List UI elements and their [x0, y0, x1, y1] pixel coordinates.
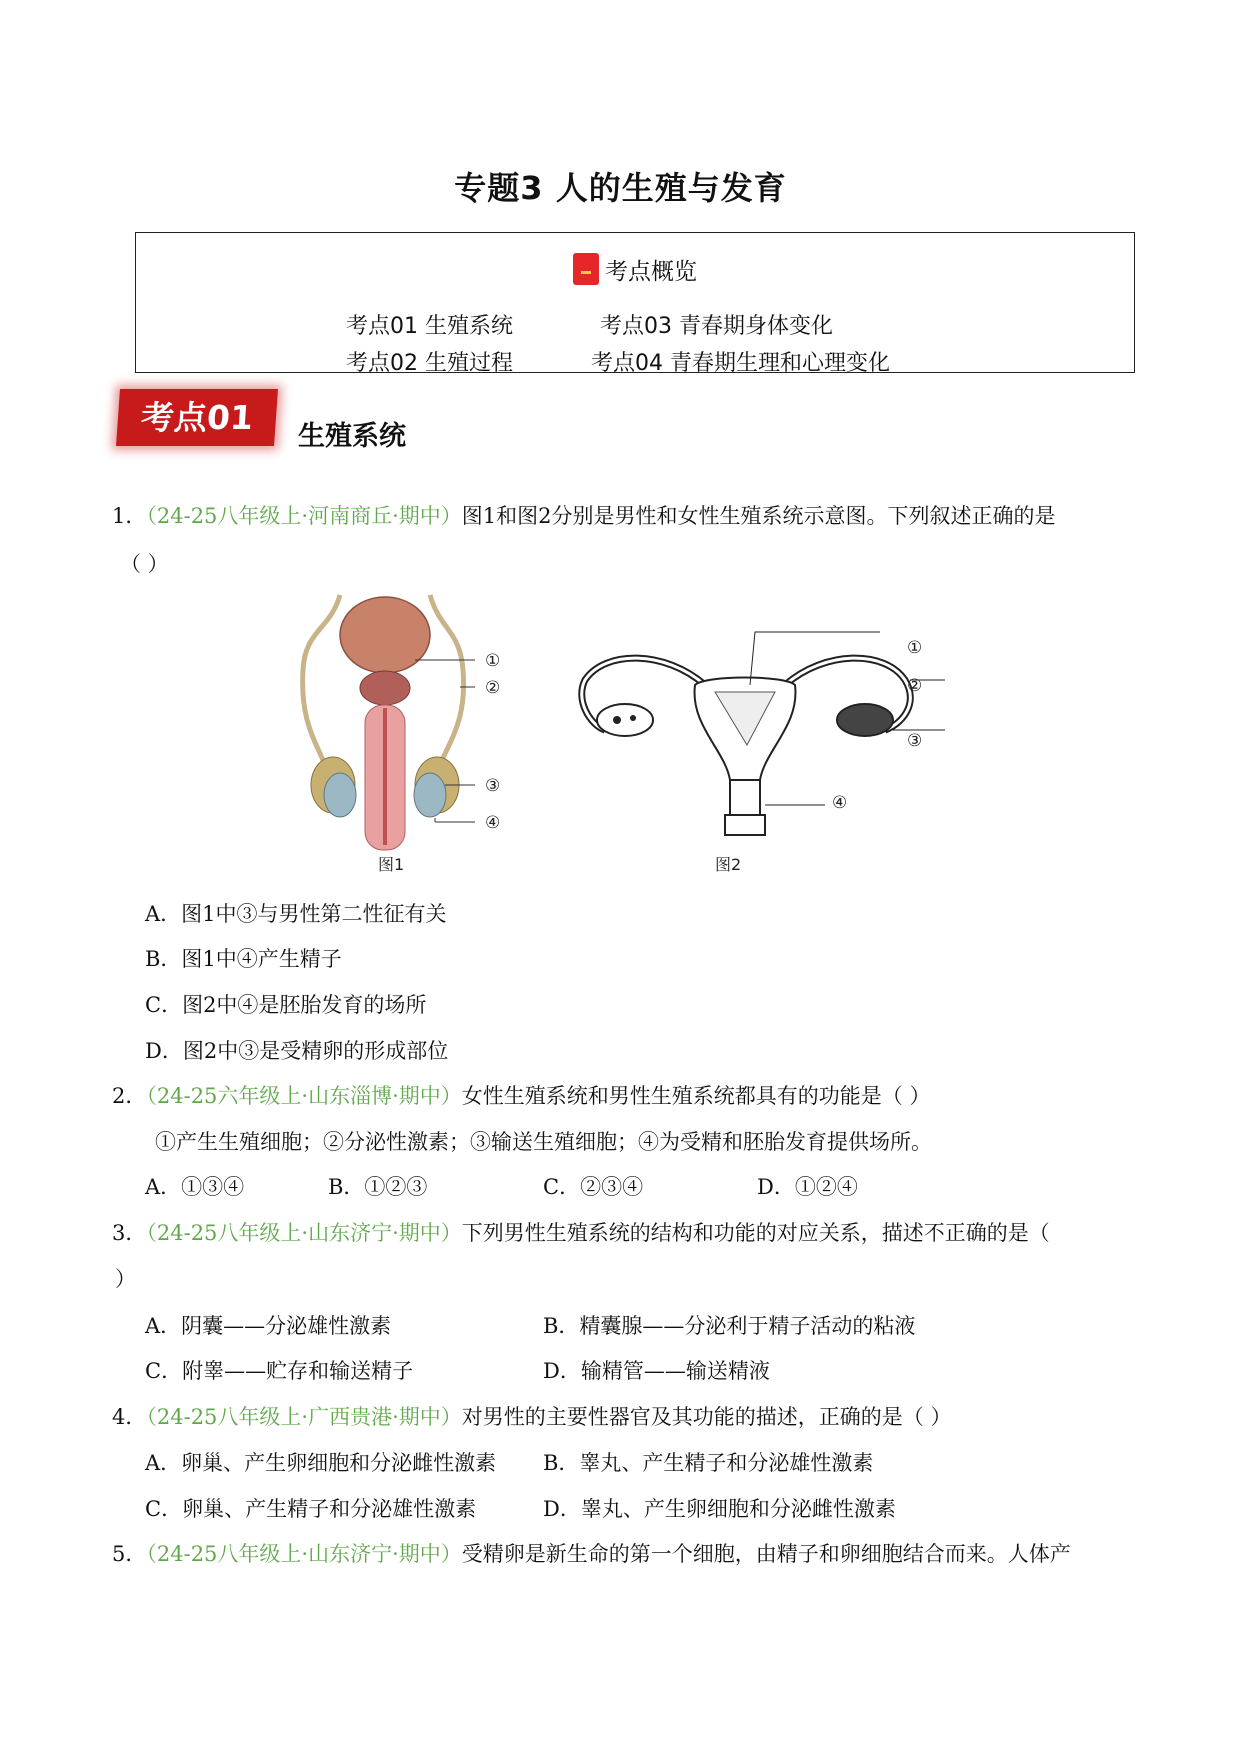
figure-1-caption: 图1: [378, 855, 405, 874]
figure-2-marker: ②: [907, 676, 923, 696]
overview-item: 考点04 青春期生理和心理变化: [591, 351, 890, 376]
question-number: 2．: [112, 1084, 147, 1108]
option: D．图2中③是受精卵的形成部位: [145, 1039, 449, 1063]
option: B．睾丸、产生精子和分泌雄性激素: [543, 1451, 874, 1475]
question-source: （24-25八年级上·河南商丘·期中）: [146, 504, 462, 528]
overview-item: 考点03 青春期身体变化: [600, 314, 833, 339]
question-source: （24-25八年级上·山东济宁·期中）: [146, 1221, 462, 1245]
question-stem: 图1和图2分别是男性和女性生殖系统示意图。下列叙述正确的是: [461, 504, 1056, 528]
question-stem-continued: ）: [115, 1267, 136, 1291]
option: C．②③④: [543, 1175, 644, 1199]
question-stem: 下列男性生殖系统的结构和功能的对应关系，描述不正确的是（: [461, 1221, 1050, 1245]
option: A．卵巢、产生卵细胞和分泌雌性激素: [145, 1451, 497, 1475]
overview-box: [135, 232, 1135, 376]
question-stem-continued: （ ）: [120, 552, 169, 576]
figure-2-marker: ①: [907, 638, 923, 658]
section-tag: 考点01: [116, 389, 278, 446]
option: C．卵巢、产生精子和分泌雄性激素: [145, 1497, 477, 1521]
option: C．附睾——贮存和输送精子: [145, 1359, 414, 1383]
figure-2-marker: ④: [832, 793, 848, 813]
figure-2-marker: ③: [907, 731, 923, 751]
question-4-line: [112, 1401, 951, 1431]
book-icon: [573, 253, 599, 285]
figure-2-markers: [907, 638, 937, 778]
question-number: 1．: [112, 504, 147, 528]
question-1-line: [112, 500, 1056, 530]
question-stem-continued: ①产生生殖细胞；②分泌性激素；③输送生殖细胞；④为受精和胚胎发育提供场所。: [155, 1130, 932, 1154]
option: B．图1中④产生精子: [145, 947, 342, 971]
question-number: 3．: [112, 1221, 147, 1245]
figure-1-male-reproductive-diagram: [295, 590, 525, 870]
option: A．阴囊——分泌雄性激素: [145, 1314, 392, 1338]
option: A．①③④: [145, 1175, 245, 1199]
question-stem: 对男性的主要性器官及其功能的描述，正确的是（ ）: [461, 1405, 952, 1429]
overview-heading-label: 考点概览: [605, 259, 697, 285]
question-source: （24-25八年级上·广西贵港·期中）: [146, 1405, 462, 1429]
question-5-line: [112, 1538, 1071, 1568]
option: C．图2中④是胚胎发育的场所: [145, 993, 427, 1017]
question-source: （24-25六年级上·山东淄博·期中）: [146, 1084, 462, 1108]
option: A．图1中③与男性第二性征有关: [145, 902, 447, 926]
overview-item: 考点01 生殖系统: [346, 314, 513, 339]
question-stem: 女性生殖系统和男性生殖系统都具有的功能是（ ）: [461, 1084, 931, 1108]
question-source: （24-25八年级上·山东济宁·期中）: [146, 1542, 462, 1566]
section-title: 生殖系统: [298, 421, 406, 452]
page-title: 专题3 人的生殖与发育: [454, 169, 787, 207]
figure-2-caption: 图2: [715, 855, 742, 874]
question-stem: 受精卵是新生命的第一个细胞，由精子和卵细胞结合而来。人体产: [461, 1542, 1071, 1566]
question-number: 5．: [112, 1542, 147, 1566]
figure-2-female-reproductive-diagram: [575, 630, 945, 845]
figure-1-marker: ④: [485, 813, 501, 833]
option: B．精囊腺——分泌利于精子活动的粘液: [543, 1314, 916, 1338]
figure-1-marker: ①: [485, 651, 501, 671]
figure-1-marker: ③: [485, 776, 501, 796]
question-2-line: [112, 1080, 930, 1110]
figure-1-marker: ②: [485, 678, 501, 698]
option: D．输精管——输送精液: [543, 1359, 770, 1383]
option: B．①②③: [328, 1175, 428, 1199]
question-number: 4．: [112, 1405, 147, 1429]
overview-item: 考点02 生殖过程: [346, 351, 513, 376]
option: D．睾丸、产生卵细胞和分泌雌性激素: [543, 1497, 896, 1521]
question-3-line: [112, 1217, 1050, 1247]
option: D．①②④: [757, 1175, 858, 1199]
overview-heading: [136, 253, 1134, 286]
